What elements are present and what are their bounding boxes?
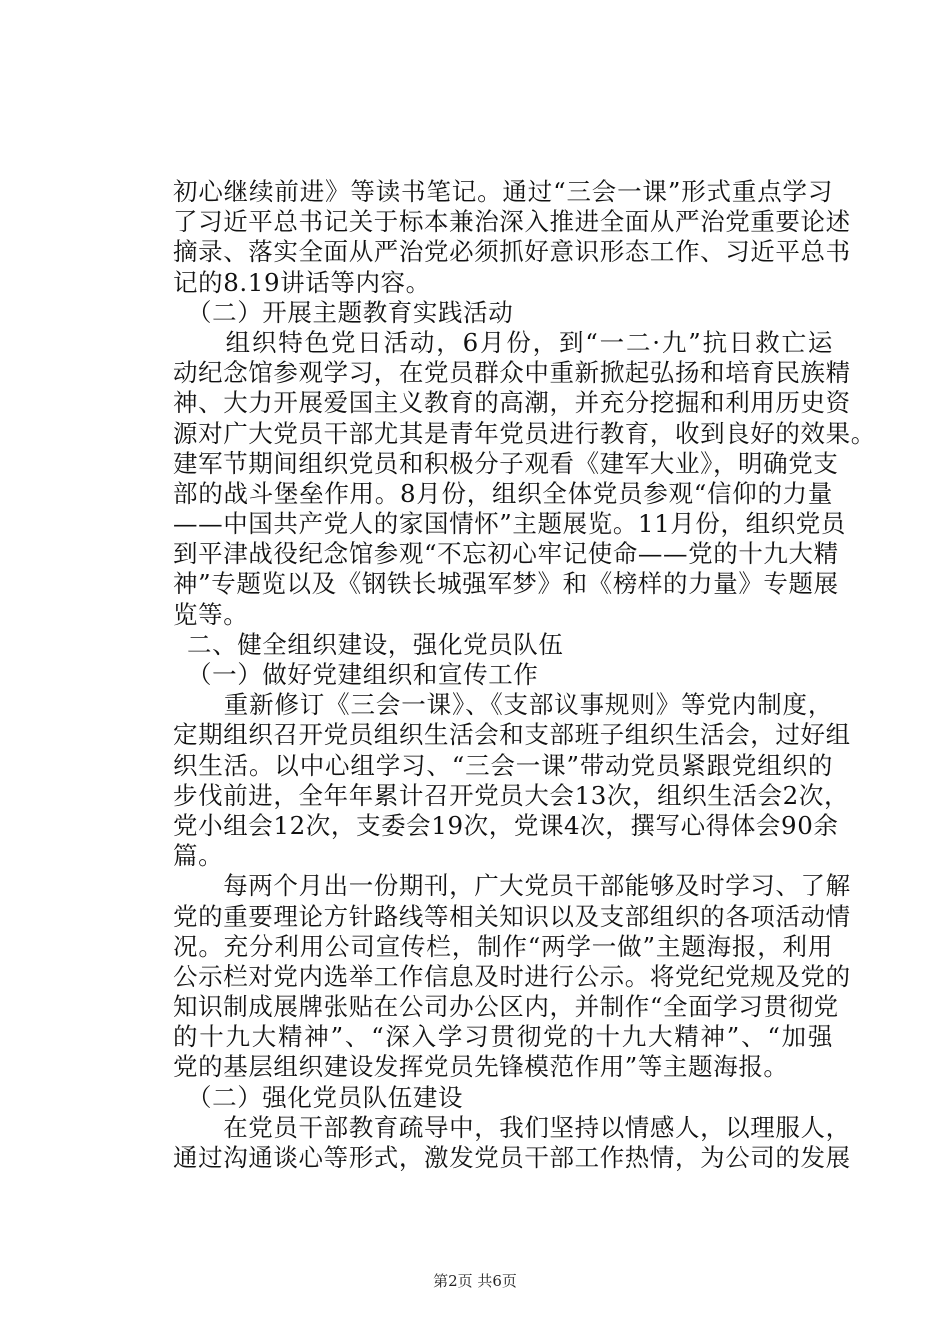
text-line: 重新修订《三会一课》、《支部议事规则》等党内制度，: [173, 690, 833, 720]
text-line: 览等。: [173, 599, 249, 629]
text-line: 建军节期间组织党员和积极分子观看《建军大业》，明确党支: [173, 448, 839, 478]
text-line: 二、健全组织建设，强化党员队伍: [187, 629, 564, 659]
text-line: 篇。: [173, 841, 224, 871]
page-footer: 第2页 共6页: [433, 1272, 517, 1290]
text-line: 通过沟通谈心等形式，激发党员干部工作热情，为公司的发展: [173, 1143, 851, 1172]
text-line: （一）做好党建组织和宣传工作: [187, 660, 539, 689]
text-line: 定期组织召开党员组织生活会和支部班子组织生活会，过好组: [173, 720, 851, 750]
text-line: 党的重要理论方针路线等相关知识以及支部组织的各项活动情: [173, 901, 851, 931]
text-line: 神、大力开展爱国主义教育的高潮，并充分挖掘和利用历史资: [173, 388, 851, 418]
text-line: 织生活。以中心组学习、“三会一课”带动党员紧跟党组织的: [173, 750, 833, 780]
text-line: 公示栏对党内选举工作信息及时进行公示。将党纪党规及党的: [173, 961, 851, 991]
text-line: 况。充分利用公司宣传栏，制作“两学一做”主题海报，利用: [173, 931, 833, 961]
text-line: 摘录、落实全面从严治党必须抓好意识形态工作、习近平总书: [173, 237, 851, 267]
document-body: [173, 177, 876, 1173]
text-line: ——中国共产党人的家国情怀”主题展览。11月份，组织党员: [173, 509, 846, 539]
text-line: 记的8.19讲话等内容。: [173, 267, 431, 297]
text-line: 源对广大党员干部尤其是青年党员进行教育，收到良好的效果。: [173, 418, 876, 448]
text-line: 到平津战役纪念馆参观“不忘初心牢记使命——党的十九大精: [173, 539, 839, 569]
text-line: 知识制成展牌张贴在公司办公区内，并制作“全面学习贯彻党: [173, 992, 839, 1022]
text-line: 党小组会12次，支委会19次，党课4次，撰写心得体会90余: [173, 810, 839, 840]
text-line: 部的战斗堡垒作用。8月份，组织全体党员参观“信仰的力量: [173, 478, 833, 508]
text-line: 组织特色党日活动，6月份，到“一二·九”抗日救亡运: [173, 327, 833, 357]
text-line: 神”专题览以及《钢铁长城强军梦》和《榜样的力量》专题展: [173, 569, 839, 599]
text-line: 动纪念馆参观学习，在党员群众中重新掀起弘扬和培育民族精: [173, 358, 851, 388]
text-line: 了习近平总书记关于标本兼治深入推进全面从严治党重要论述: [173, 207, 851, 237]
text-line: 初心继续前进》等读书笔记。通过“三会一课”形式重点学习: [173, 177, 833, 206]
text-line: 步伐前进，全年年累计召开党员大会13次，组织生活会2次，: [173, 780, 850, 810]
text-line: （二）开展主题教育实践活动: [187, 297, 514, 327]
text-line: 的十九大精神”、“深入学习贯彻党的十九大精神”、“加强: [173, 1022, 833, 1052]
text-line: 在党员干部教育疏导中，我们坚持以情感人，以理服人，: [173, 1112, 851, 1142]
text-line: 党的基层组织建设发挥党员先锋模范作用”等主题海报。: [173, 1052, 789, 1082]
text-line: （二）强化党员队伍建设: [187, 1082, 464, 1112]
text-line: 每两个月出一份期刊，广大党员干部能够及时学习、了解: [173, 871, 851, 901]
